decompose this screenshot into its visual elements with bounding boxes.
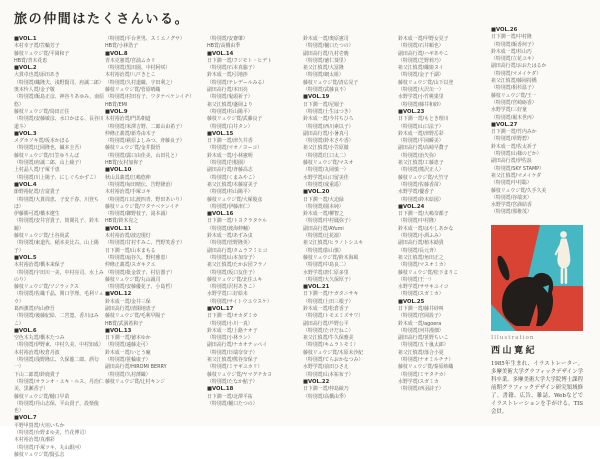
credit-line: （特別賞/西羽詩子） xyxy=(398,386,444,393)
credit-line: （特別賞/久村薄織） xyxy=(105,371,151,378)
credit-line: 藤枝リュウジ賞/鳥田正住 xyxy=(14,108,70,115)
credit-line: （特別賞/大久保厚子） xyxy=(303,276,354,283)
credit-line: 木村裕治賞/橋本来保子 xyxy=(14,262,65,269)
credit-line: 日下潤一賞/山本まもる xyxy=(105,247,156,254)
credit-line: 藤枝リュウジ賞/王一 xyxy=(491,92,537,99)
credit-line: （特別賞/飯香何子） xyxy=(491,41,537,48)
credit-line: （特別賞/ナオミルチナ） xyxy=(398,357,454,364)
credit-line: 水野学賞/三好童 xyxy=(491,107,527,114)
credit-line: （特別賞/キムラトモミ） xyxy=(303,342,359,349)
credit-line: （特別賞/草野碧） xyxy=(491,136,532,143)
credit-line: （特別賞/平岡瞬美） xyxy=(398,138,444,145)
credit-line: 副田高行賞/植木勧貴 xyxy=(398,240,444,247)
credit-line: 藤枝リュウジ賞/ソジラックス xyxy=(14,284,79,291)
credit-line: 祖父江慎賞/大冨隆 xyxy=(303,65,344,72)
credit-line: （特別賞/小川一真） xyxy=(207,320,253,327)
credit-line: 鈴木成一賞/今井ちひろ xyxy=(303,116,354,123)
credit-line: 藤枝リュウジ賞/武藤良子 xyxy=(207,116,263,123)
credit-line: （特別賞/オランオ・ユキ・ルス、丹治仁美、黒瀬香子） xyxy=(14,378,104,393)
vol-header: ■VOL.13 xyxy=(105,327,132,334)
credit-line: （特別賞/那椎茂） xyxy=(491,209,532,216)
credit-line: （特別賞/佐藤香苗） xyxy=(398,181,444,188)
credit-line: 木村裕治賞/真潮彩 xyxy=(14,437,55,444)
vol-header: ■VOL.1 xyxy=(14,36,37,42)
credit-line: （特別賞/大貫周恵、子安千春、川登ちほ） xyxy=(14,196,99,210)
credit-line: 藤枝リュウジ賞/ワタナベケンイチ xyxy=(105,203,180,210)
credit-line: （特別賞/白井タン） xyxy=(207,123,253,130)
credit-line: （特別賞/成重遥） xyxy=(303,181,344,188)
credit-line: 青木克憲賞/宮浦ムカリ xyxy=(105,57,156,64)
credit-line: （特別賞/スガミカ） xyxy=(398,291,444,298)
page-title: 旅の仲間はたくさんいる。 xyxy=(14,12,190,27)
credit-line: （特別賞/安井宮貴子、筒間礼子、鈴木鏡） xyxy=(14,218,99,232)
credit-line: 節野裕紀賞/吉富貴子 xyxy=(14,189,60,196)
vol-header: ■VOL.8 xyxy=(105,50,128,57)
credit-line: 藤枝リュウジ賞/土谷尚武 xyxy=(14,233,70,240)
credit-line: （特別賞/山様のどか） xyxy=(491,151,542,158)
dog-walk-illustration xyxy=(491,225,583,331)
credit-line: （特別賞/後藤紀絵、二宮寛、香川はみこ） xyxy=(14,313,99,327)
credit-line: （特別賞/熊沢正人） xyxy=(398,167,444,174)
credit-line: 水野学賞/スガミカ xyxy=(398,378,439,385)
credit-line: （特別賞/沢村あきこ） xyxy=(207,284,258,291)
credit-line: 木村裕治賞/手塚コキ xyxy=(105,189,151,196)
credit-line: （特別賞/安藤敏彦、水口かほる、長谷川道斗） xyxy=(14,116,104,130)
credit-line: 木村裕治賞/波辺現灯 xyxy=(105,233,151,240)
credit-line: （特別賞/土生はつき） xyxy=(303,108,354,115)
credit-line: 日下潤一賞/トヨクラタケル xyxy=(207,218,268,225)
credit-line: 上村晶人賞/子塚千恵 xyxy=(14,167,60,174)
credit-line: （特別賞/中村隆） xyxy=(398,218,439,225)
credit-line: 藤枝リュウジ賞/秦原紗織 xyxy=(398,364,454,371)
vol-header: ■VOL.18 xyxy=(207,386,234,393)
credit-line: HB賞/鈴木克之 xyxy=(105,218,139,225)
credit-line: （特別賞/鈴木絵図） xyxy=(398,196,444,203)
credit-line: （特別賞/日端奈奈子） xyxy=(207,349,258,356)
credit-line: （特別賞/堀木世丙） xyxy=(491,114,537,121)
credit-line: （特別賞/マメイケダ） xyxy=(491,70,542,77)
credits-column-4 xyxy=(303,36,393,401)
credit-line: （特別賞/河井漫畑） xyxy=(398,327,444,334)
credit-line: （特別賞/飯島正彦、神谷りあゆみ、南原悠） xyxy=(14,94,104,108)
credit-line: 奥本怜人賞/金子敬 xyxy=(14,87,55,94)
credit-line: 日下潤一賞/フジモト・ヒデト xyxy=(207,57,273,64)
credit-line: 藤枝リュウジ賞/賢弘志 xyxy=(14,451,65,458)
credit-line: （特別賞/谷端実） xyxy=(491,194,532,201)
credit-line: （特別賞/辻花凛） xyxy=(303,233,344,240)
credit-line: （特別賞/中村鳳弥子） xyxy=(303,218,354,225)
credit-line: 鈴木成一賞/甲野女見子 xyxy=(398,36,449,42)
credit-line: （特別賞/治矢弥） xyxy=(398,152,439,159)
credit-line: 祖父江慎賞/木藤富美子 xyxy=(207,181,258,188)
credit-line: （特別賞/宮岡設子） xyxy=(398,313,444,320)
credit-line: 祖父江慎賞/藤岡持橋 xyxy=(491,78,537,85)
credit-line: （特別賞/杉山陽平） xyxy=(207,189,253,196)
credit-line: 祖父江慎賞/たかお団フラノ xyxy=(207,262,268,269)
credit-line: 祖父江慎賞/熊谷奈保子 xyxy=(207,357,258,364)
vol-header: ■VOL.22 xyxy=(303,378,330,385)
credit-line: 副田高行賞/笹野ちいこ xyxy=(398,335,449,342)
credit-line: （特別賞/毎田晴伝、告野隆治） xyxy=(105,181,176,188)
credit-line: （特別賞/川上陽子、にしぐちかずこ） xyxy=(14,174,99,181)
credit-line: 藤枝リュウジ賞/樋口早苗 xyxy=(14,393,70,400)
credit-line: （特別賞/鬼頭祈子） xyxy=(207,94,253,101)
credit-line: （特別賞/杉山陽平） xyxy=(207,108,253,115)
credit-line: （特別賞/浅野隆広、久保龍二郎、酒匂一） xyxy=(14,357,99,371)
vol-header: ■VOL.21 xyxy=(303,284,330,291)
credits-column-5 xyxy=(398,36,488,394)
vol-header: ■VOL.11 xyxy=(105,225,132,232)
credit-line: 日下潤一賞/仲島綾乃 xyxy=(303,386,349,393)
credit-line: 大貫卓也賞/添田あき xyxy=(14,72,60,79)
credit-line: （特別賞/宮崎砺香） xyxy=(491,99,537,106)
credit-line: （特別賞/上田三根子） xyxy=(303,298,354,305)
credit-line: （特別賞/山口法子） xyxy=(398,123,444,130)
credit-line: 副田高行賞/本田亮 xyxy=(207,87,248,94)
credit-line: 藤枝リュウジ賞/清広晃子 xyxy=(303,79,359,86)
vol-header: ■VOL.4 xyxy=(14,181,37,188)
credit-line: （特別賞/丹山志保、平山貴子、設楽俊也） xyxy=(14,400,99,415)
vol-header: ■VOL.7 xyxy=(14,415,37,422)
credit-line: 藤枝リュウジ賞/久手久美 xyxy=(491,187,547,194)
credit-line: （特別賞/扇谷久、野村雅恵） xyxy=(105,254,171,261)
credit-line: （特別賞/金子千湖） xyxy=(398,72,444,79)
credit-line: 日下潤一賞/オカダミカ xyxy=(207,313,258,320)
credit-line: （特別賞/山本加奈子） xyxy=(207,254,258,261)
credit-line: 空色木丸賞/橋本たつみ xyxy=(14,335,65,342)
credits-column-1 xyxy=(14,36,104,459)
credit-line: 日下潤一賞/尼堀子 xyxy=(303,101,344,108)
credit-line: 鈴木成一賞/柳智之 xyxy=(303,211,344,218)
credit-line: （特別賞/影山慎） xyxy=(303,247,344,254)
credit-line: 副田高行賞/伊佐浪 xyxy=(491,158,532,165)
credit-line: 鈴木成一賞/佐太祈子 xyxy=(491,143,537,150)
credit-line: 藤枝リュウジ賞/毛利早陽子 xyxy=(105,313,166,320)
credit-line: 鈴木成一賞/小林憲明 xyxy=(207,152,253,159)
credit-line: （特別賞/岩根園） xyxy=(207,160,248,167)
credit-line: （特別賞/サイトウユウスケ） xyxy=(207,298,272,305)
credit-line: 副田高行賞/芦野公平 xyxy=(303,320,349,327)
credit-line: （特別賞/甘村すみこ、門野笑香子） xyxy=(105,240,185,247)
credit-line: HB賞/小林浩子 xyxy=(105,43,139,50)
credit-line: 鈴木成一賞/杉山巧 xyxy=(491,48,532,55)
vol-header: ■VOL.6 xyxy=(14,327,37,334)
credit-line: （特別賞/久村道織、宇田利之） xyxy=(105,79,176,86)
credit-line: （特別賞/小林ラン） xyxy=(207,335,253,342)
credit-line: （特別賞/マスオミカ） xyxy=(398,262,449,269)
credit-line: 副田高行賞/タムラフミヒコ xyxy=(207,247,268,254)
credit-line: （特別賞/たなか鮎子） xyxy=(207,378,258,385)
credit-line: （特別賞/安齋肇） xyxy=(207,36,248,42)
credit-line: 鈴木成一賞/上路ナオ子 xyxy=(207,327,258,334)
vol-header: ■VOL.14 xyxy=(207,50,234,57)
credit-line: 下山二郎賞/鈴鹿貴子 xyxy=(14,371,60,378)
credit-line: 鈴木成一賞/金井三保 xyxy=(105,298,151,305)
credit-line: 藤枝リュウジ賞/大竹守 xyxy=(398,174,449,181)
credit-line: （特別賞/SKY STAMP） xyxy=(491,165,545,172)
credit-line: （特別賞/立花ユキ） xyxy=(491,56,537,63)
credit-line: 藤枝リュウジ賞/木原未沙紀 xyxy=(303,349,364,356)
credit-line: 鈴木成一賞/はやしあかな xyxy=(398,225,454,232)
credit-line: 鈴木成一賞/agoera xyxy=(398,320,442,327)
credit-line: （特別賞/石本真脇子） xyxy=(207,65,258,72)
credit-line: （特別賞/丸岡慎一） xyxy=(303,167,349,174)
credit-line: （特別賞/笹輪康子） xyxy=(105,357,151,364)
credit-line: （特別賞/織隆夫、浅野賢司、府誠二郎） xyxy=(14,79,104,86)
credit-line: （特別賞/中村聡） xyxy=(491,180,532,187)
credit-line: 日下潤一賞/大迫緑 xyxy=(303,196,344,203)
credit-line: （特別賞/村田有子、ワタナベケンイチ） xyxy=(105,94,195,101)
credit-line: （特別賞/台野まゆ美、竹花博司） xyxy=(14,430,90,437)
credit-line: （特別賞/伊野東、中村久美、中村知成） xyxy=(14,342,104,349)
credit-line: （特別賞/武藤良不） xyxy=(303,87,349,94)
credit-line: 藤枝リュウジ賞/日笠ゆりんば xyxy=(14,152,80,159)
credit-line: HB賞/高橋由季 xyxy=(207,43,241,50)
vol-header: ■VOL.27 xyxy=(491,121,518,128)
credit-line: 藤枝リュウジ賞/北住ユキ xyxy=(207,276,263,283)
illustrator-bio: 1985年生まれ、イラストレーター。多摩美術大学グラフィックデザイン学科卒業。多摩美術大学大学院博士課程前期グラフィックデザイン研究領域修了。書籍、広告、雑誌、Webなどでイラストレーションを手がける。TIS会員。 xyxy=(491,360,583,415)
credit-line: 藤枝リュウジ賞/平岡和子 xyxy=(14,50,70,57)
credit-line: 祖父江慎賞/盛岡より xyxy=(207,101,253,108)
credit-line: （特別賞/長元斉） xyxy=(398,247,439,254)
credit-line: 祖父江慎賞/織姫ヌイ xyxy=(398,65,444,72)
credit-line: 藤枝リュウジ賞/金井賢悟 xyxy=(105,145,161,152)
credit-line: （特別賞/樋口たつの） xyxy=(207,400,258,407)
credit-line: （特別賞/黒田園、中村阿咲） xyxy=(105,65,171,72)
vol-header: ■VOL.24 xyxy=(398,203,425,210)
credit-line: （特別賞/辻岡隆也、織本圭吾） xyxy=(14,145,85,152)
credit-line: （特別賞/菅野隆英） xyxy=(207,240,253,247)
credit-line: 水野学賞/三好絵未 xyxy=(207,291,248,298)
credit-line: 木村裕治賞/校倉丹波 xyxy=(14,349,60,356)
credit-line: 木村幸子賞/笠輪芳子 xyxy=(14,43,60,50)
credit-line: 鈴木成一賞/引地渉 xyxy=(207,72,248,79)
credit-line: （特別賞/中島良二） xyxy=(303,262,349,269)
credit-line: （特別賞/手塚ツキ、丸山銀河） xyxy=(14,444,84,451)
credit-line: 副田高行賞/おおたはるか xyxy=(491,63,547,70)
credit-line: （特別賞/トモエミズサワ） xyxy=(303,313,364,320)
credit-line: （特別賞/坂口友佳子） xyxy=(207,269,258,276)
credit-line: （特別賞/大沢缶一） xyxy=(398,87,444,94)
credit-line: （特別賞/安藤優花子、小島哲） xyxy=(105,284,176,291)
credit-line: 水野学賞/前田ひさえ xyxy=(303,364,349,371)
credit-line: HB賞/青木花恵 xyxy=(14,57,48,64)
vol-header: ■VOL.20 xyxy=(303,189,330,196)
credit-line: 鈴木成一賞/津野岳彩 xyxy=(398,130,444,137)
credit-line: 日下潤一賞/もとき理川 xyxy=(398,116,449,123)
credit-line: （特別賞/高橋由季） xyxy=(303,393,349,400)
credit-line: （特別賞/御野枝子、滝本誠） xyxy=(105,211,171,218)
credit-line: HB賞/女村加祢子 xyxy=(105,160,144,167)
credit-line: 日下潤一賞/ナガタニサキ xyxy=(303,291,359,298)
credit-line: 祖父江慎賞/牛久保雅美 xyxy=(303,335,354,342)
credit-line: （特別賞/府誠二郎、山上綾子） xyxy=(14,160,85,167)
credit-line: （特別賞/テレデールみる） xyxy=(207,79,268,86)
vol-header: ■VOL.12 xyxy=(105,291,132,298)
credit-line: 仲條正義賞/スガキクエ xyxy=(105,262,156,269)
credit-line: 水野学賞/優香子 xyxy=(398,189,434,196)
credit-line: 藤枝リュウジ賞/マスオ xyxy=(303,160,354,167)
credit-line: 副田高行賞/AYumi xyxy=(303,225,344,232)
credit-line: 水野学賞/小竹桃果里 xyxy=(398,94,444,101)
credit-line: （特別賞/平台世男、スミエノグサ） xyxy=(105,36,185,42)
credit-line: 副田高行賞/小暑真弓 xyxy=(303,130,349,137)
credit-line: 木村裕治賞/八戸きとこ xyxy=(105,72,156,79)
credit-line: （特別賞/相杉温子） xyxy=(491,85,537,92)
vol-header: ■VOL.3 xyxy=(14,130,37,137)
credit-line: 日下潤一賞/藤井砂叫 xyxy=(398,305,444,312)
credit-line: 鈴木成一賞/あずみ虫 xyxy=(207,233,253,240)
illustration-label: Illustration xyxy=(491,334,535,341)
vol-header: ■VOL.10 xyxy=(105,167,132,174)
credit-line: （特別賞/徳仁葵里） xyxy=(303,57,349,64)
credits-column-3 xyxy=(207,36,297,408)
credit-line: 副田高行賞/ハギあやこ xyxy=(398,50,449,57)
credit-line: （特別賞/遠藤走可） xyxy=(105,342,151,349)
credit-line: （特別賞/佐織千晶、関口学理、毛利リュウ） xyxy=(14,291,104,305)
credits-column-6-lines xyxy=(491,27,583,217)
credit-line: （特別賞/たけだねこ） xyxy=(303,327,354,334)
credit-line: 藤枝リュウジ賞/山下以登 xyxy=(398,79,454,86)
vol-header: ■VOL.17 xyxy=(207,305,234,312)
credit-line: （特別賞/伊藤津仁） xyxy=(207,203,253,210)
credit-line: （特別賞/渡海伸輔） xyxy=(207,225,253,232)
credit-line: 副田高行賞/斉藤高志 xyxy=(207,167,253,174)
credit-line: 祖父江慎賞/小笠原徹 xyxy=(303,145,349,152)
credits-column-6 xyxy=(491,27,583,416)
credit-line: 副田高行賞/高崎早贅子 xyxy=(398,145,449,152)
credit-line: 副田高行賞/九村壱暁 xyxy=(303,50,349,57)
credit-line: （特別賞/樋口たつの） xyxy=(303,43,354,50)
credit-line: 日下潤一賞/竹内みか xyxy=(491,129,537,136)
credit-line: （特別賞/ミヤギユカリ） xyxy=(207,364,263,371)
credit-line: HB賞/武満希和子 xyxy=(105,320,144,327)
credit-line: 木村裕治賞/門馬朝道 xyxy=(105,116,151,123)
credit-line: （特別賞/小酒ふみ） xyxy=(398,233,444,240)
vol-header: ■VOL.25 xyxy=(398,298,425,305)
credit-line: 水野学賞/山口留美佳 xyxy=(303,174,349,181)
vol-header: ■VOL.9 xyxy=(105,108,128,115)
credit-line: 藤枝リュウジ賞/丸山誠司 xyxy=(105,276,161,283)
credit-line: （特別賞/江口太二） xyxy=(303,152,349,159)
credit-line: 日下潤一賞/津久井香 xyxy=(207,138,253,145)
credit-line: （特別賞/ミヤタチカ） xyxy=(398,371,449,378)
illustrator-name: 西山寛紀 xyxy=(491,345,538,356)
credit-line: （特別賞/王一） xyxy=(398,276,434,283)
credit-line: 藤枝リュウジ賞/辻村キンジ xyxy=(105,378,166,385)
credit-line: 日下潤一賞/中村隆 xyxy=(491,34,532,41)
credit-line: （特別賞/マオノヨーコ） xyxy=(207,145,263,152)
credit-line: 祖父江慎賞/工藤恵子 xyxy=(398,160,444,167)
credit-line: （特別賞/東道代、稲本美比古、山上陽子） xyxy=(14,240,99,254)
credit-line: 藤枝リュウジ賞/ヤマグチカヨ xyxy=(207,371,272,378)
credit-line: （特別賞/網太組） xyxy=(303,72,344,79)
credit-line: （特別賞/鈴木さや香） xyxy=(303,138,354,145)
credit-line: 伊藤勝可賞/橋本遼生 xyxy=(14,211,60,218)
credit-line: （特別賞/てらおかなつみ） xyxy=(303,357,364,364)
credit-line: （特別賞/西川素以子） xyxy=(303,123,354,130)
credit-line: 祖父江慎賞/マメイケダ xyxy=(491,172,542,179)
credit-line: （特別賞/藤井和紗） xyxy=(398,101,444,108)
credit-line: HB賞/EMI xyxy=(105,101,128,108)
credit-line: （特別賞/園本純） xyxy=(303,203,344,210)
credit-line: 副田高行賞/清閑地恵子 xyxy=(105,305,156,312)
vol-header: ■VOL.16 xyxy=(207,211,234,218)
credit-line: （特別賞/石井順也） xyxy=(398,43,444,50)
vol-header: ■VOL.5 xyxy=(14,254,37,261)
credit-line: （特別賞/米澤吉野、二郎山由希子） xyxy=(105,123,185,130)
credit-line: 祖父江慎賞/角田正之 xyxy=(398,254,444,261)
vol-header: ■VOL.26 xyxy=(491,27,518,33)
credit-line: （特別賞/批金敦子、村信器子） xyxy=(105,269,176,276)
credit-line: 祖父江慎賞/落合小夏 xyxy=(398,349,444,356)
credit-line: （特別賞/口広渡四青、野田あいり） xyxy=(105,196,185,203)
credit-line: 日下潤一賞/大嶋奈都子 xyxy=(398,211,449,218)
credit-line: 鈴木成一賞/いとう瞳 xyxy=(105,349,151,356)
credit-line: 仲條正義賞/新寿由木子 xyxy=(105,130,156,137)
credit-line: （特別賞/くまみやこ） xyxy=(207,174,258,181)
credit-line: 平野甲賀賞/大垣いちか xyxy=(14,422,65,429)
credit-line: 水野学賞/唐仁原多里 xyxy=(303,269,349,276)
credit-line: 葛西薫賞/内山修吾 xyxy=(14,305,55,312)
credit-line: 副田高行賞/ナカオテッペイ xyxy=(207,342,268,349)
vol-header: ■VOL.23 xyxy=(398,108,425,115)
credit-line: 秋山具義賞/江嶋悠伸 xyxy=(105,174,151,181)
credit-line: 副田高行賞/HIROMI BERRY xyxy=(105,364,167,371)
credit-line: （特別賞/露口由佳美、山田礼と） xyxy=(105,152,181,159)
credit-line: 鈴木成一賞/松倉香子 xyxy=(303,305,349,312)
credit-line: 日下潤一賞/北澤平祐 xyxy=(207,393,253,400)
credit-line: （特別賞/五十嵐太郎） xyxy=(398,342,449,349)
credit-line: メグホソキ賞/坂本かほる xyxy=(14,138,70,145)
credit-line: 鈴木成一賞/奥原憲司 xyxy=(303,36,349,42)
credits-column-2 xyxy=(105,36,195,386)
credit-line: 祖父江慎賞/ヒラノトシユキ xyxy=(303,240,364,247)
credit-line: 水野学賞/宮満結香 xyxy=(491,202,532,209)
credit-line: 藤枝リュウジ賞/松下まりこ xyxy=(398,269,459,276)
vol-header: ■VOL.19 xyxy=(303,94,330,101)
vol-header: ■VOL.15 xyxy=(207,130,234,137)
credit-line: 藤枝リュウジ賞/菅原晴織 xyxy=(105,87,161,94)
credit-line: （特別賞/山本祐布子） xyxy=(303,371,354,378)
credit-line: 藤枝リュウジ賞/鈴木海風 xyxy=(303,254,359,261)
credit-line: （特別賞/宇田川一美、中村亮司、水上みのり） xyxy=(14,269,104,283)
credit-line: 日下潤一賞/徳本ゆか xyxy=(105,335,151,342)
credit-line: （特別賞/芝野莉乃） xyxy=(398,57,444,64)
credit-line: （特別賞/萩原よしみつ、斉藤良子） xyxy=(105,138,185,145)
credit-line: 藤枝リュウジ賞/大塚俊彦 xyxy=(207,196,263,203)
vol-header: ■VOL.2 xyxy=(14,65,37,72)
credit-line: 水野学賞/ササキユイコ xyxy=(398,284,449,291)
